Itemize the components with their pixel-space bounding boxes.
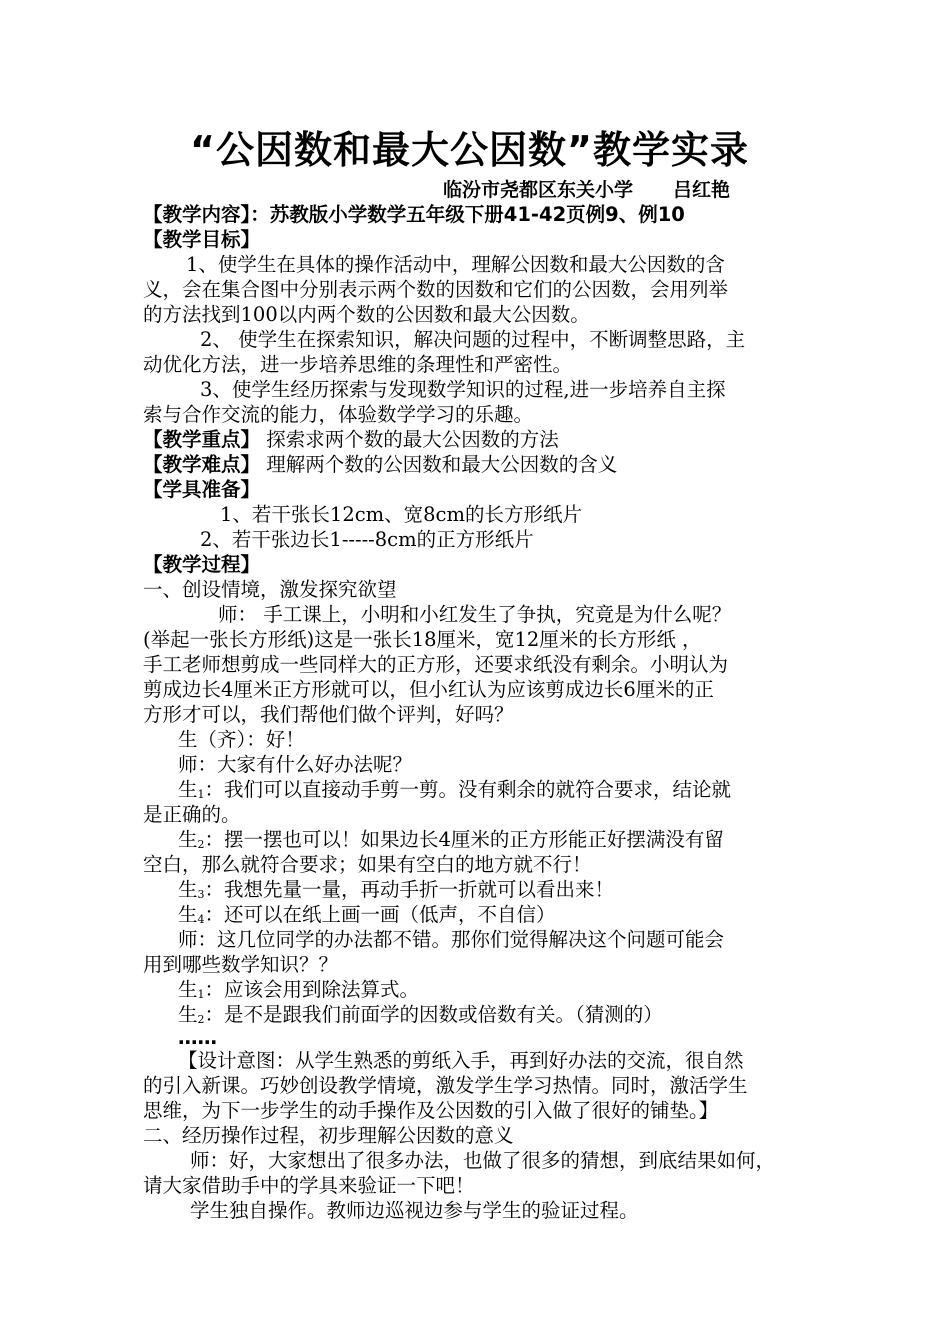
design-note-line: 的引入新课。巧妙创设教学情境，激发学生学习热情。同时，激活学生: [143, 1074, 748, 1097]
speaker-index: 4: [197, 913, 205, 926]
speaker: 生: [178, 903, 198, 926]
goals-line: 的方法找到100以内两个数的公因数和最大公因数。: [143, 303, 590, 326]
dialogue-line: 方形才可以，我们帮他们做个评判，好吗？: [143, 703, 514, 726]
design-note-line: 思维，为下一步学生的动手操作及公因数的引入做了很好的铺垫。】: [143, 1099, 719, 1122]
key-point-label: 【教学重点】: [143, 428, 261, 451]
speaker: 生: [178, 828, 198, 851]
dialogue-line: 师：这几位同学的办法都不错。那你们觉得解决这个问题可能会: [178, 928, 725, 951]
materials-line: 2、若干张边长1-----8cm的正方形纸片: [200, 528, 534, 551]
dialogue-line: 师：大家有什么好办法呢？: [178, 753, 413, 776]
goals-line: 索与合作交流的能力，体验数学学习的乐趣。: [143, 403, 534, 426]
goals-line: 3、使学生经历探索与发现数学知识的过程,进一步培养自主探: [200, 378, 726, 401]
goals-heading: 【教学目标】: [143, 228, 261, 251]
key-point-line: [143, 427, 559, 452]
dialogue-line: [178, 877, 614, 902]
speaker-index: 3: [197, 888, 205, 901]
dialogue-line: [178, 777, 731, 802]
dialogue-line: [178, 1002, 663, 1027]
dialogue-line: [178, 977, 419, 1002]
design-note-line: 【设计意图：从学生熟悉的剪纸入手，再到好办法的交流，很自然: [178, 1049, 744, 1072]
dialogue-line: [178, 902, 556, 927]
section-heading: 一、创设情境，激发探究欲望: [143, 578, 397, 601]
materials-heading: 【学具准备】: [143, 478, 261, 501]
difficulty-label: 【教学难点】: [143, 453, 261, 476]
speaker: 生: [178, 778, 198, 801]
dialogue-line: 师： 手工课上，小明和小红发生了争执，究竟是为什么呢？: [218, 603, 732, 626]
speaker: 生: [178, 978, 198, 1001]
difficulty-line: [143, 452, 617, 477]
author-school: 临汾市尧都区东关小学: [443, 179, 634, 201]
dialogue-line: 剪成边长4厘米正方形就可以，但小红认为应该剪成边长6厘米的正: [143, 678, 714, 701]
dialogue-line: 用到哪些数学知识？？: [143, 953, 339, 976]
author-name: 吕红艳: [673, 179, 731, 201]
content-text: 苏教版小学数学五年级下册41-42页例9、例10: [269, 203, 685, 226]
difficulty-text: 理解两个数的公因数和最大公因数的含义: [260, 453, 618, 476]
speech: ：我们可以直接动手剪一剪。没有剩余的就符合要求，结论就: [204, 778, 732, 801]
process-heading: 【教学过程】: [143, 553, 261, 576]
goals-line: 动优化方法，进一步培养思维的条理性和严密性。: [143, 353, 573, 376]
author-line: [443, 178, 730, 203]
dialogue-line: 学生独自操作。教师边巡视边参与学生的验证过程。: [190, 1199, 639, 1222]
speaker: 生: [178, 1003, 198, 1026]
ellipsis: ……: [178, 1026, 217, 1049]
dialogue-line: 请大家借助手中的学具来验证一下吧！: [143, 1174, 475, 1197]
speech: ：应该会用到除法算式。: [204, 978, 420, 1001]
speaker: 生: [178, 878, 198, 901]
dialogue-line: [178, 827, 724, 852]
dialogue-line: 生（齐）：好！: [178, 728, 305, 751]
speaker-index: 2: [197, 1013, 205, 1026]
goals-line: 2、 使学生在探索知识，解决问题的过程中，不断调整思路，主: [200, 328, 746, 351]
content-label: 【教学内容】：: [143, 203, 270, 226]
speech: ：摆一摆也可以！如果边长4厘米的正方形能正好摆满没有留: [204, 828, 724, 851]
speaker-index: 1: [197, 988, 205, 1001]
speech: ：是不是跟我们前面学的因数或倍数有关。（猜测的）: [204, 1003, 663, 1026]
dialogue-line: 师：好，大家想出了很多办法，也做了很多的猜想，到底结果如何，: [190, 1149, 776, 1172]
materials-line: 1、若干张长12cm、宽8cm的长方形纸片: [220, 503, 582, 526]
dialogue-line: 空白，那么就符合要求；如果有空白的地方就不行！: [143, 853, 592, 876]
key-point-text: 探索求两个数的最大公因数的方法: [260, 428, 559, 451]
content-line: [143, 202, 685, 227]
dialogue-line: 是正确的。: [143, 803, 241, 826]
document-title: “公因数和最大公因数”教学实录: [190, 128, 749, 172]
speech: ：还可以在纸上画一画（低声，不自信）: [204, 903, 556, 926]
dialogue-line: 手工老师想剪成一些同样大的正方形，还要求纸没有剩余。小明认为: [143, 653, 729, 676]
goals-line: 1、使学生在具体的操作活动中，理解公因数和最大公因数的含: [186, 253, 725, 276]
speech: ：我想先量一量，再动手折一折就可以看出来！: [204, 878, 615, 901]
dialogue-line: (举起一张长方形纸)这是一张长18厘米，宽12厘米的长方形纸 ，: [143, 628, 702, 651]
section-heading: 二、经历操作过程，初步理解公因数的意义: [143, 1124, 514, 1147]
speaker-index: 1: [197, 788, 205, 801]
speaker-index: 2: [197, 838, 205, 851]
goals-line: 义，会在集合图中分别表示两个数的因数和它们的公因数，会用列举: [143, 278, 729, 301]
